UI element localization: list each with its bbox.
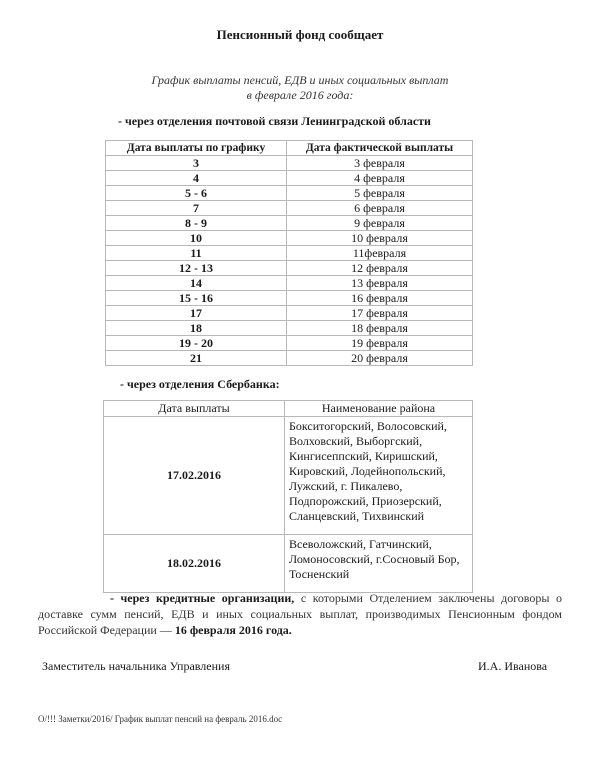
table-row xyxy=(106,291,473,306)
actual-date-cell: 16 февраля xyxy=(287,291,473,306)
table-row xyxy=(106,171,473,186)
credit-lead: - через кредитные организации, xyxy=(110,591,295,605)
credit-body: с которыми Отделением заключены договоры о доставке сумм пенсий, ЕДВ и иных социальных выплат, производимых Пенсионным фондом Российской Федерации — xyxy=(38,591,563,637)
district-line: Ломоносовский, г.Сосновый Бор, xyxy=(289,552,460,566)
table-row xyxy=(106,216,473,231)
district-list-cell xyxy=(285,417,473,535)
scheduled-date-cell: 8 - 9 xyxy=(106,216,287,231)
district-line: Всеволожский, Гатчинский, xyxy=(289,537,432,551)
signer-name: И.А. Иванова xyxy=(478,659,548,673)
scheduled-date-cell: 7 xyxy=(106,201,287,216)
post-schedule-body xyxy=(106,156,473,366)
signer-role: Заместитель начальника Управления xyxy=(42,659,230,673)
schedule-subtitle xyxy=(0,73,600,103)
scheduled-date-cell: 5 - 6 xyxy=(106,186,287,201)
payment-date-cell: 18.02.2016 xyxy=(104,535,285,593)
column-header-district: Наименование района xyxy=(285,401,473,417)
district-line: Подпорожский, Приозерский, xyxy=(289,494,442,508)
actual-date-cell: 18 февраля xyxy=(287,321,473,336)
district-list-cell xyxy=(285,535,473,593)
actual-date-cell: 3 февраля xyxy=(287,156,473,171)
sberbank-schedule-table xyxy=(103,400,473,593)
post-section-heading: - через отделения почтовой связи Ленинградской области xyxy=(118,114,431,128)
table-row xyxy=(106,201,473,216)
actual-date-cell: 13 февраля xyxy=(287,276,473,291)
table-header-row xyxy=(106,141,473,156)
district-line: Кировский, Лодейнопольский, xyxy=(289,464,446,478)
table-row xyxy=(106,231,473,246)
district-line: Кингисеппский, Киришский, xyxy=(289,449,438,463)
district-line: Тосненский xyxy=(289,567,350,581)
sberbank-section-heading: - через отделения Сбербанка: xyxy=(120,377,280,391)
table-row xyxy=(106,336,473,351)
table-row xyxy=(106,321,473,336)
payment-date-cell: 17.02.2016 xyxy=(104,417,285,535)
table-row xyxy=(106,156,473,171)
scheduled-date-cell: 19 - 20 xyxy=(106,336,287,351)
district-line: Бокситогорский, Волосовский, xyxy=(289,419,447,433)
table-row xyxy=(104,535,473,593)
post-schedule-table xyxy=(105,140,473,366)
table-row xyxy=(106,261,473,276)
scheduled-date-cell: 10 xyxy=(106,231,287,246)
scheduled-date-cell: 18 xyxy=(106,321,287,336)
table-row xyxy=(104,417,473,535)
table-row xyxy=(106,351,473,366)
table-row xyxy=(106,306,473,321)
actual-date-cell: 4 февраля xyxy=(287,171,473,186)
column-header-scheduled: Дата выплаты по графику xyxy=(106,141,287,156)
actual-date-cell: 5 февраля xyxy=(287,186,473,201)
scheduled-date-cell: 11 xyxy=(106,246,287,261)
sberbank-schedule-body xyxy=(104,417,473,593)
actual-date-cell: 20 февраля xyxy=(287,351,473,366)
district-line: Волховский, Выборгский, xyxy=(289,434,423,448)
subtitle-line-2: в феврале 2016 года: xyxy=(246,88,354,102)
scheduled-date-cell: 12 - 13 xyxy=(106,261,287,276)
actual-date-cell: 19 февраля xyxy=(287,336,473,351)
credit-organizations-paragraph xyxy=(38,590,562,638)
scheduled-date-cell: 21 xyxy=(106,351,287,366)
file-path-footer: О/!!! Заметки/2016/ График выплат пенсий на февраль 2016.doc xyxy=(38,714,283,724)
credit-date: 16 февраля 2016 года. xyxy=(174,623,292,637)
actual-date-cell: 6 февраля xyxy=(287,201,473,216)
table-row xyxy=(106,186,473,201)
actual-date-cell: 17 февраля xyxy=(287,306,473,321)
actual-date-cell: 9 февраля xyxy=(287,216,473,231)
column-header-date: Дата выплаты xyxy=(104,401,285,417)
actual-date-cell: 11февраля xyxy=(287,246,473,261)
subtitle-line-1: График выплаты пенсий, ЕДВ и иных социальных выплат xyxy=(151,73,449,87)
scheduled-date-cell: 4 xyxy=(106,171,287,186)
column-header-actual: Дата фактической выплаты xyxy=(287,141,473,156)
district-line: Сланцевский, Тихвинский xyxy=(289,509,425,523)
scheduled-date-cell: 15 - 16 xyxy=(106,291,287,306)
scheduled-date-cell: 17 xyxy=(106,306,287,321)
table-header-row xyxy=(104,401,473,417)
scheduled-date-cell: 3 xyxy=(106,156,287,171)
actual-date-cell: 10 февраля xyxy=(287,231,473,246)
scheduled-date-cell: 14 xyxy=(106,276,287,291)
actual-date-cell: 12 февраля xyxy=(287,261,473,276)
table-row xyxy=(106,246,473,261)
page-title: Пенсионный фонд сообщает xyxy=(216,27,384,42)
district-line: Лужский, г. Пикалево, xyxy=(289,479,403,493)
table-row xyxy=(106,276,473,291)
